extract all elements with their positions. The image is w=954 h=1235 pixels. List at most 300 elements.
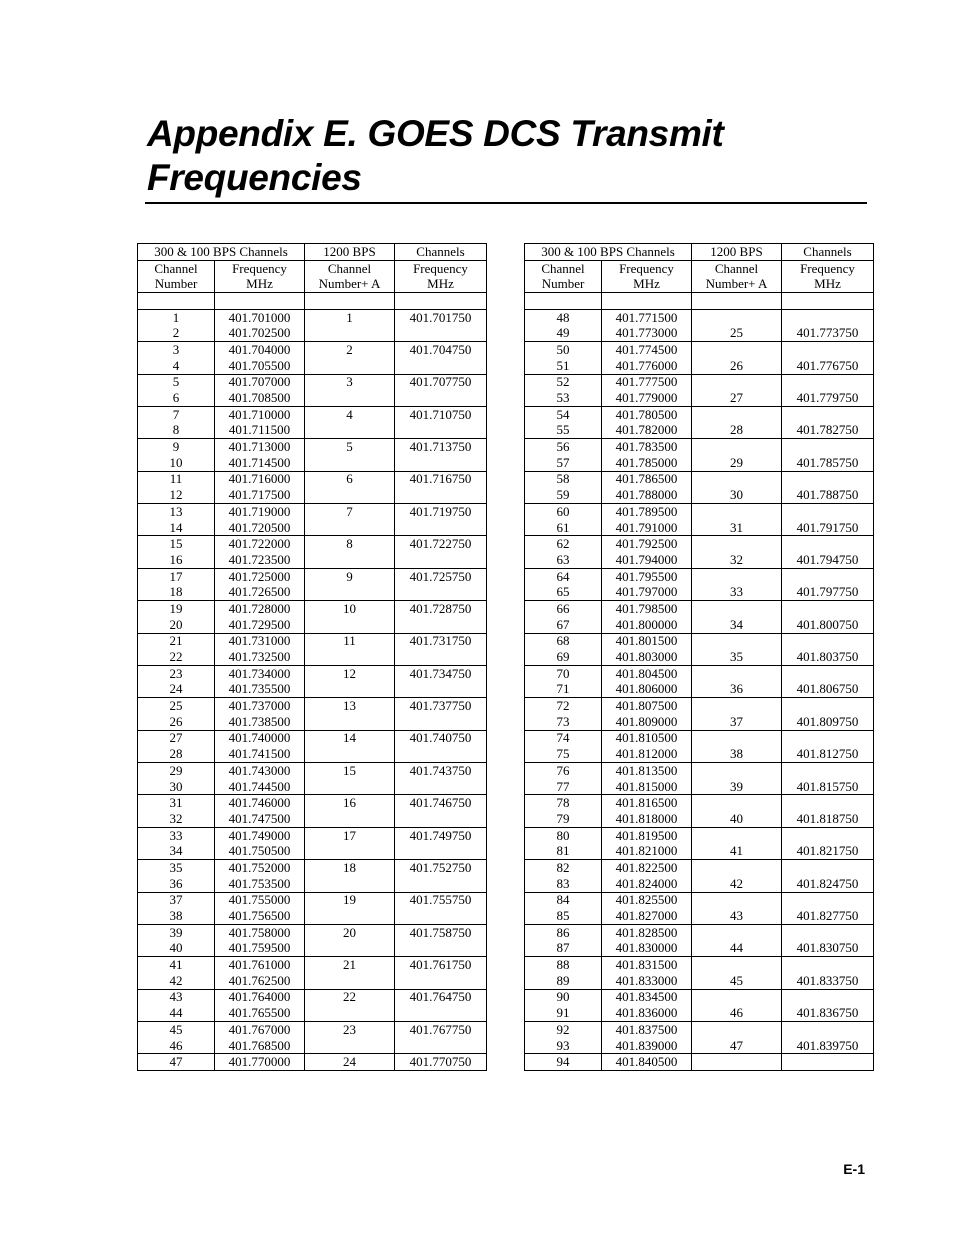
- channel-number-cell: 34: [138, 843, 215, 859]
- channel-1200-cell: [305, 973, 395, 989]
- channel-number-cell: 32: [138, 811, 215, 827]
- table-row: [525, 892, 874, 908]
- channel-number-cell: 39: [138, 924, 215, 940]
- table-row: [138, 682, 487, 698]
- channel-1200-cell: 28: [692, 423, 782, 439]
- table-row: [525, 406, 874, 422]
- frequency-1200-cell: [782, 860, 874, 876]
- header-channel: Channel: [138, 260, 215, 276]
- frequency-1200-cell: [395, 617, 487, 633]
- table-row: [138, 342, 487, 358]
- channel-1200-cell: 45: [692, 973, 782, 989]
- channel-1200-cell: 8: [305, 536, 395, 552]
- frequency-cell: 401.782000: [602, 423, 692, 439]
- channel-1200-cell: [305, 455, 395, 471]
- channel-1200-cell: [305, 746, 395, 762]
- table-row: [138, 1022, 487, 1038]
- table-row: [138, 1054, 487, 1071]
- channel-number-cell: 53: [525, 390, 602, 406]
- table-row: [525, 860, 874, 876]
- table-row: [138, 617, 487, 633]
- frequency-1200-cell: 401.755750: [395, 892, 487, 908]
- frequency-1200-cell: [782, 568, 874, 584]
- channel-number-cell: 11: [138, 471, 215, 487]
- channel-number-cell: 54: [525, 406, 602, 422]
- channel-1200-cell: [692, 342, 782, 358]
- channel-1200-cell: [692, 1054, 782, 1071]
- channel-1200-cell: 20: [305, 924, 395, 940]
- frequency-1200-cell: 401.815750: [782, 779, 874, 795]
- frequency-cell: 401.750500: [215, 843, 305, 859]
- channel-number-cell: 33: [138, 827, 215, 843]
- header-channel: Channel: [692, 260, 782, 276]
- frequency-1200-cell: [782, 795, 874, 811]
- table-row: [525, 827, 874, 843]
- table-row: [138, 423, 487, 439]
- channel-number-cell: 29: [138, 763, 215, 779]
- frequency-cell: 401.818000: [602, 811, 692, 827]
- channel-number-cell: 36: [138, 876, 215, 892]
- title-divider: [145, 202, 867, 204]
- frequency-1200-cell: 401.809750: [782, 714, 874, 730]
- frequency-cell: 401.731000: [215, 633, 305, 649]
- frequency-cell: 401.762500: [215, 973, 305, 989]
- frequency-cell: 401.723500: [215, 552, 305, 568]
- frequency-table-right: [524, 243, 874, 1071]
- frequency-1200-cell: [395, 1038, 487, 1054]
- header-mhz: MHz: [782, 276, 874, 292]
- frequency-1200-cell: [395, 1005, 487, 1021]
- channel-number-cell: 81: [525, 843, 602, 859]
- frequency-cell: 401.719000: [215, 504, 305, 520]
- channel-number-cell: 51: [525, 358, 602, 374]
- frequency-cell: 401.759500: [215, 941, 305, 957]
- frequency-1200-cell: 401.812750: [782, 746, 874, 762]
- table-row: [138, 390, 487, 406]
- channel-1200-cell: 44: [692, 941, 782, 957]
- channel-1200-cell: 3: [305, 374, 395, 390]
- channel-number-cell: 43: [138, 989, 215, 1005]
- table-row: [138, 1038, 487, 1054]
- channel-1200-cell: 11: [305, 633, 395, 649]
- channel-number-cell: 47: [138, 1054, 215, 1071]
- frequency-1200-cell: 401.806750: [782, 682, 874, 698]
- frequency-1200-cell: [782, 504, 874, 520]
- channel-1200-cell: 19: [305, 892, 395, 908]
- channel-number-cell: 31: [138, 795, 215, 811]
- frequency-1200-cell: [395, 746, 487, 762]
- frequency-1200-cell: [782, 698, 874, 714]
- channel-number-cell: 52: [525, 374, 602, 390]
- channel-1200-cell: [305, 908, 395, 924]
- frequency-cell: 401.773000: [602, 325, 692, 341]
- channel-number-cell: 78: [525, 795, 602, 811]
- channel-number-cell: 79: [525, 811, 602, 827]
- frequency-cell: 401.797000: [602, 584, 692, 600]
- channel-1200-cell: 36: [692, 682, 782, 698]
- frequency-1200-cell: 401.782750: [782, 423, 874, 439]
- channel-number-cell: 7: [138, 406, 215, 422]
- table-row: [525, 649, 874, 665]
- table-row: [525, 957, 874, 973]
- table-row: [138, 601, 487, 617]
- table-row: [138, 568, 487, 584]
- channel-number-cell: 17: [138, 568, 215, 584]
- channel-1200-cell: 9: [305, 568, 395, 584]
- channel-1200-cell: 23: [305, 1022, 395, 1038]
- frequency-1200-cell: [782, 601, 874, 617]
- frequency-cell: 401.741500: [215, 746, 305, 762]
- frequency-1200-cell: 401.704750: [395, 342, 487, 358]
- channel-number-cell: 25: [138, 698, 215, 714]
- channel-1200-cell: 25: [692, 325, 782, 341]
- frequency-1200-cell: [395, 455, 487, 471]
- table-row: [525, 325, 874, 341]
- channel-number-cell: 40: [138, 941, 215, 957]
- channel-number-cell: 67: [525, 617, 602, 633]
- frequency-1200-cell: 401.800750: [782, 617, 874, 633]
- header-frequency: Frequency: [782, 260, 874, 276]
- table-row: [138, 358, 487, 374]
- channel-number-cell: 64: [525, 568, 602, 584]
- channel-1200-cell: 22: [305, 989, 395, 1005]
- frequency-1200-cell: 401.785750: [782, 455, 874, 471]
- frequency-cell: 401.770000: [215, 1054, 305, 1071]
- table-row: [525, 973, 874, 989]
- table-row: [525, 698, 874, 714]
- frequency-cell: 401.807500: [602, 698, 692, 714]
- table-row: [525, 746, 874, 762]
- table-row: [525, 843, 874, 859]
- frequency-cell: 401.705500: [215, 358, 305, 374]
- frequency-cell: 401.707000: [215, 374, 305, 390]
- frequency-1200-cell: 401.773750: [782, 325, 874, 341]
- channel-1200-cell: [305, 682, 395, 698]
- frequency-table-left: [137, 243, 487, 1071]
- title-line-1: Appendix E. GOES DCS Transmit: [147, 113, 724, 154]
- header-300-100-bps: 300 & 100 BPS Channels: [138, 244, 305, 261]
- table-row: [138, 908, 487, 924]
- channel-number-cell: 90: [525, 989, 602, 1005]
- channel-1200-cell: 10: [305, 601, 395, 617]
- frequency-1200-cell: 401.830750: [782, 941, 874, 957]
- table-row: [525, 730, 874, 746]
- table-row: [525, 876, 874, 892]
- table-row: [525, 763, 874, 779]
- frequency-1200-cell: [395, 973, 487, 989]
- channel-number-cell: 41: [138, 957, 215, 973]
- channel-1200-cell: 32: [692, 552, 782, 568]
- table-row: [138, 811, 487, 827]
- frequency-1200-cell: 401.797750: [782, 584, 874, 600]
- frequency-cell: 401.777500: [602, 374, 692, 390]
- frequency-1200-cell: 401.752750: [395, 860, 487, 876]
- header-1200-bps: 1200 BPS: [305, 244, 395, 261]
- table-row: [138, 714, 487, 730]
- channel-1200-cell: [692, 374, 782, 390]
- table-row: [525, 552, 874, 568]
- frequency-cell: 401.828500: [602, 924, 692, 940]
- frequency-1200-cell: 401.710750: [395, 406, 487, 422]
- frequency-cell: 401.714500: [215, 455, 305, 471]
- channel-number-cell: 77: [525, 779, 602, 795]
- table-row: [525, 423, 874, 439]
- frequency-cell: 401.789500: [602, 504, 692, 520]
- table-row: [138, 309, 487, 325]
- table-row: [525, 1054, 874, 1071]
- channel-1200-cell: [305, 649, 395, 665]
- channel-number-cell: 92: [525, 1022, 602, 1038]
- frequency-1200-cell: 401.701750: [395, 309, 487, 325]
- frequency-cell: 401.744500: [215, 779, 305, 795]
- frequency-cell: 401.729500: [215, 617, 305, 633]
- channel-1200-cell: [692, 665, 782, 681]
- channel-1200-cell: [305, 1005, 395, 1021]
- channel-1200-cell: 6: [305, 471, 395, 487]
- frequency-cell: 401.771500: [602, 309, 692, 325]
- channel-number-cell: 63: [525, 552, 602, 568]
- channel-1200-cell: [692, 406, 782, 422]
- table-row: [525, 908, 874, 924]
- frequency-cell: 401.713000: [215, 439, 305, 455]
- channel-number-cell: 89: [525, 973, 602, 989]
- header-number: Number: [525, 276, 602, 292]
- channel-1200-cell: [305, 941, 395, 957]
- frequency-1200-cell: [782, 309, 874, 325]
- table-row: [138, 665, 487, 681]
- frequency-cell: 401.737000: [215, 698, 305, 714]
- frequency-cell: 401.804500: [602, 665, 692, 681]
- frequency-cell: 401.822500: [602, 860, 692, 876]
- frequency-cell: 401.813500: [602, 763, 692, 779]
- table-row: [138, 439, 487, 455]
- frequency-cell: 401.794000: [602, 552, 692, 568]
- frequency-cell: 401.726500: [215, 584, 305, 600]
- frequency-cell: 401.752000: [215, 860, 305, 876]
- channel-number-cell: 83: [525, 876, 602, 892]
- channel-number-cell: 58: [525, 471, 602, 487]
- channel-1200-cell: 24: [305, 1054, 395, 1071]
- channel-number-cell: 30: [138, 779, 215, 795]
- channel-number-cell: 37: [138, 892, 215, 908]
- frequency-1200-cell: 401.731750: [395, 633, 487, 649]
- channel-1200-cell: [692, 601, 782, 617]
- channel-number-cell: 74: [525, 730, 602, 746]
- channel-number-cell: 5: [138, 374, 215, 390]
- frequency-cell: 401.833000: [602, 973, 692, 989]
- table-row: [525, 924, 874, 940]
- frequency-cell: 401.783500: [602, 439, 692, 455]
- table-row: [138, 552, 487, 568]
- table-row: [138, 779, 487, 795]
- frequency-cell: 401.740000: [215, 730, 305, 746]
- frequency-1200-cell: [782, 633, 874, 649]
- channel-number-cell: 72: [525, 698, 602, 714]
- channel-number-cell: 44: [138, 1005, 215, 1021]
- channel-1200-cell: 12: [305, 665, 395, 681]
- table-row: [138, 649, 487, 665]
- channel-1200-cell: [305, 714, 395, 730]
- channel-number-cell: 6: [138, 390, 215, 406]
- table-row: [525, 1005, 874, 1021]
- channel-number-cell: 16: [138, 552, 215, 568]
- channel-number-cell: 21: [138, 633, 215, 649]
- frequency-cell: 401.827000: [602, 908, 692, 924]
- frequency-1200-cell: [395, 584, 487, 600]
- channel-number-cell: 18: [138, 584, 215, 600]
- frequency-1200-cell: 401.776750: [782, 358, 874, 374]
- table-row: [138, 860, 487, 876]
- channel-number-cell: 86: [525, 924, 602, 940]
- frequency-cell: 401.836000: [602, 1005, 692, 1021]
- frequency-cell: 401.821000: [602, 843, 692, 859]
- frequency-1200-cell: 401.779750: [782, 390, 874, 406]
- frequency-cell: 401.810500: [602, 730, 692, 746]
- channel-number-cell: 69: [525, 649, 602, 665]
- channel-number-cell: 85: [525, 908, 602, 924]
- frequency-cell: 401.815000: [602, 779, 692, 795]
- frequency-cell: 401.791000: [602, 520, 692, 536]
- channel-number-cell: 66: [525, 601, 602, 617]
- frequency-1200-cell: [782, 730, 874, 746]
- table-row: [525, 520, 874, 536]
- channel-number-cell: 55: [525, 423, 602, 439]
- frequency-1200-cell: [395, 520, 487, 536]
- table-row: [525, 342, 874, 358]
- frequency-1200-cell: 401.767750: [395, 1022, 487, 1038]
- frequency-cell: 401.743000: [215, 763, 305, 779]
- frequency-cell: 401.780500: [602, 406, 692, 422]
- frequency-1200-cell: [782, 957, 874, 973]
- table-row: [525, 795, 874, 811]
- table-row: [138, 374, 487, 390]
- table-row: [138, 989, 487, 1005]
- frequency-cell: 401.831500: [602, 957, 692, 973]
- channel-number-cell: 65: [525, 584, 602, 600]
- channel-1200-cell: [692, 309, 782, 325]
- frequency-1200-cell: [782, 471, 874, 487]
- frequency-cell: 401.720500: [215, 520, 305, 536]
- frequency-1200-cell: 401.728750: [395, 601, 487, 617]
- channel-number-cell: 27: [138, 730, 215, 746]
- table-row: [525, 601, 874, 617]
- header-mhz: MHz: [215, 276, 305, 292]
- channel-number-cell: 68: [525, 633, 602, 649]
- header-channels: Channels: [395, 244, 487, 261]
- channel-number-cell: 24: [138, 682, 215, 698]
- header-mhz: MHz: [395, 276, 487, 292]
- channel-number-cell: 35: [138, 860, 215, 876]
- table-row: [525, 374, 874, 390]
- channel-number-cell: 19: [138, 601, 215, 617]
- frequency-1200-cell: 401.791750: [782, 520, 874, 536]
- frequency-1200-cell: [395, 714, 487, 730]
- channel-number-cell: 28: [138, 746, 215, 762]
- frequency-cell: 401.800000: [602, 617, 692, 633]
- table-row: [525, 584, 874, 600]
- channel-1200-cell: [305, 584, 395, 600]
- frequency-1200-cell: [395, 779, 487, 795]
- frequency-1200-cell: 401.725750: [395, 568, 487, 584]
- header-number: Number: [138, 276, 215, 292]
- channel-1200-cell: 14: [305, 730, 395, 746]
- table-row: [525, 439, 874, 455]
- frequency-cell: 401.732500: [215, 649, 305, 665]
- frequency-1200-cell: 401.743750: [395, 763, 487, 779]
- frequency-1200-cell: [782, 665, 874, 681]
- frequency-cell: 401.716000: [215, 471, 305, 487]
- frequency-cell: 401.837500: [602, 1022, 692, 1038]
- frequency-1200-cell: 401.764750: [395, 989, 487, 1005]
- channel-1200-cell: 2: [305, 342, 395, 358]
- frequency-1200-cell: 401.716750: [395, 471, 487, 487]
- table-row: [525, 941, 874, 957]
- channel-1200-cell: 40: [692, 811, 782, 827]
- frequency-cell: 401.798500: [602, 601, 692, 617]
- frequency-1200-cell: [395, 423, 487, 439]
- channel-number-cell: 1: [138, 309, 215, 325]
- header-300-100-bps: 300 & 100 BPS Channels: [525, 244, 692, 261]
- spacer-row: [525, 293, 874, 310]
- channel-1200-cell: 13: [305, 698, 395, 714]
- table-row: [525, 779, 874, 795]
- channel-1200-cell: [692, 892, 782, 908]
- frequency-cell: 401.830000: [602, 941, 692, 957]
- table-row: [525, 504, 874, 520]
- channel-1200-cell: [692, 1022, 782, 1038]
- channel-number-cell: 9: [138, 439, 215, 455]
- channel-1200-cell: [305, 617, 395, 633]
- channel-1200-cell: 34: [692, 617, 782, 633]
- table-row: [138, 795, 487, 811]
- frequency-cell: 401.755000: [215, 892, 305, 908]
- table-row: [525, 390, 874, 406]
- frequency-1200-cell: [782, 374, 874, 390]
- channel-number-cell: 75: [525, 746, 602, 762]
- table-row: [525, 633, 874, 649]
- table-row: [525, 1022, 874, 1038]
- channel-1200-cell: [692, 989, 782, 1005]
- channel-1200-cell: 42: [692, 876, 782, 892]
- table-row: [525, 1038, 874, 1054]
- frequency-1200-cell: [782, 892, 874, 908]
- table-row: [138, 487, 487, 503]
- channel-number-cell: 71: [525, 682, 602, 698]
- channel-1200-cell: 26: [692, 358, 782, 374]
- channel-1200-cell: [692, 568, 782, 584]
- frequency-1200-cell: 401.737750: [395, 698, 487, 714]
- frequency-cell: 401.824000: [602, 876, 692, 892]
- channel-1200-cell: 38: [692, 746, 782, 762]
- channel-1200-cell: [692, 924, 782, 940]
- frequency-1200-cell: 401.803750: [782, 649, 874, 665]
- channel-1200-cell: 39: [692, 779, 782, 795]
- frequency-1200-cell: [395, 843, 487, 859]
- frequency-cell: 401.710000: [215, 406, 305, 422]
- channel-1200-cell: [305, 779, 395, 795]
- channel-number-cell: 94: [525, 1054, 602, 1071]
- channel-1200-cell: [305, 423, 395, 439]
- table-row: [525, 471, 874, 487]
- frequency-cell: 401.722000: [215, 536, 305, 552]
- channel-1200-cell: 1: [305, 309, 395, 325]
- channel-number-cell: 4: [138, 358, 215, 374]
- header-mhz: MHz: [602, 276, 692, 292]
- table-row: [525, 665, 874, 681]
- channel-1200-cell: [692, 860, 782, 876]
- frequency-cell: 401.735500: [215, 682, 305, 698]
- channel-1200-cell: [692, 730, 782, 746]
